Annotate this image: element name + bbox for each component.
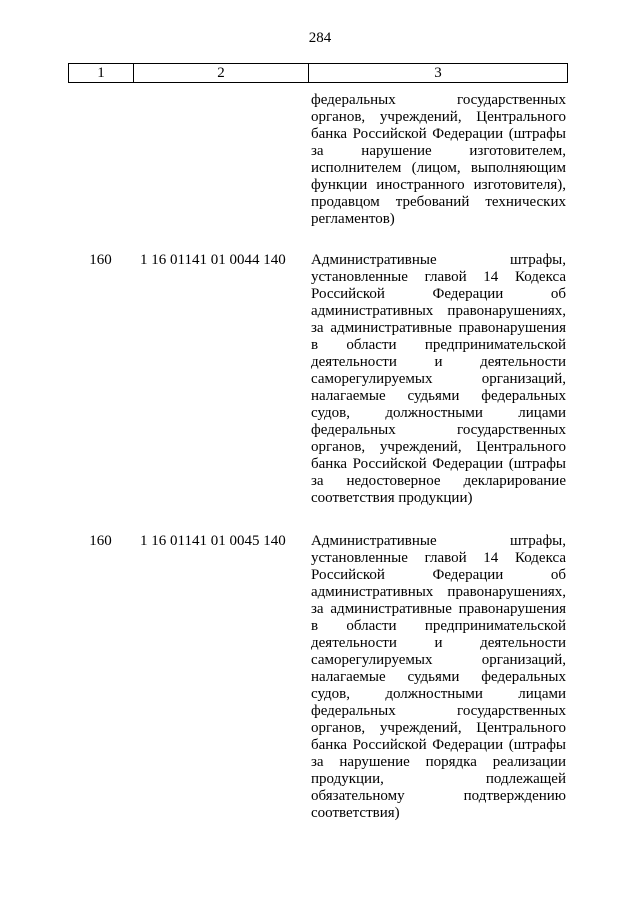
- table-header-col-2: 2: [134, 64, 309, 82]
- description-line: налагаемые судьями федеральных: [311, 388, 566, 404]
- row-1-kbk: 1 16 01141 01 0044 140: [140, 252, 286, 268]
- description-line: деятельности и деятельности: [311, 354, 566, 370]
- row-1-description: [311, 252, 566, 507]
- description-line: саморегулируемых организаций,: [311, 371, 566, 387]
- description-line: функции иностранного изготовителя),: [311, 177, 566, 193]
- description-line: органов, учреждений, Центрального: [311, 439, 566, 455]
- description-line: административных правонарушениях,: [311, 584, 566, 600]
- description-line: банка Российской Федерации (штрафы: [311, 737, 566, 753]
- description-line: за административные правонарушения: [311, 601, 566, 617]
- row-2-description: [311, 533, 566, 822]
- description-line: за недостоверное декларирование: [311, 473, 566, 489]
- description-line: в области предпринимательской: [311, 618, 566, 634]
- description-line: обязательному подтверждению: [311, 788, 566, 804]
- description-line: органов, учреждений, Центрального: [311, 109, 566, 125]
- table-header-col-1: 1: [69, 64, 134, 82]
- table-header-col-3: 3: [434, 64, 442, 81]
- description-line: в области предпринимательской: [311, 337, 566, 353]
- table-header: [68, 63, 568, 83]
- description-line: за нарушение изготовителем,: [311, 143, 566, 159]
- description-line: продавцом требований технических: [311, 194, 566, 210]
- description-line: федеральных государственных: [311, 703, 566, 719]
- row-2-kbk: 1 16 01141 01 0045 140: [140, 533, 286, 549]
- description-line: за нарушение порядка реализации: [311, 754, 566, 770]
- row-2-code: 160: [89, 533, 112, 549]
- description-line: установленные главой 14 Кодекса: [311, 269, 566, 285]
- description-line: Российской Федерации об: [311, 286, 566, 302]
- page-number: 284: [308, 30, 332, 46]
- description-line: судов, должностными лицами: [311, 686, 566, 702]
- description-line: Административные штрафы,: [311, 533, 566, 549]
- description-line: банка Российской Федерации (штрафы: [311, 456, 566, 472]
- description-line: федеральных государственных: [311, 92, 566, 108]
- row-1-code: 160: [89, 252, 112, 268]
- continuation-description: [311, 92, 566, 228]
- description-line: административных правонарушениях,: [311, 303, 566, 319]
- description-line: регламентов): [311, 211, 395, 227]
- description-line: Административные штрафы,: [311, 252, 566, 268]
- description-line: соответствия продукции): [311, 490, 473, 506]
- description-line: за административные правонарушения: [311, 320, 566, 336]
- description-line: деятельности и деятельности: [311, 635, 566, 651]
- description-line: банка Российской Федерации (штрафы: [311, 126, 566, 142]
- description-line: продукции, подлежащей: [311, 771, 566, 787]
- description-line: судов, должностными лицами: [311, 405, 566, 421]
- description-line: исполнителем (лицом, выполняющим: [311, 160, 566, 176]
- description-line: Российской Федерации об: [311, 567, 566, 583]
- description-line: соответствия): [311, 805, 400, 821]
- description-line: саморегулируемых организаций,: [311, 652, 566, 668]
- description-line: установленные главой 14 Кодекса: [311, 550, 566, 566]
- description-line: органов, учреждений, Центрального: [311, 720, 566, 736]
- description-line: федеральных государственных: [311, 422, 566, 438]
- description-line: налагаемые судьями федеральных: [311, 669, 566, 685]
